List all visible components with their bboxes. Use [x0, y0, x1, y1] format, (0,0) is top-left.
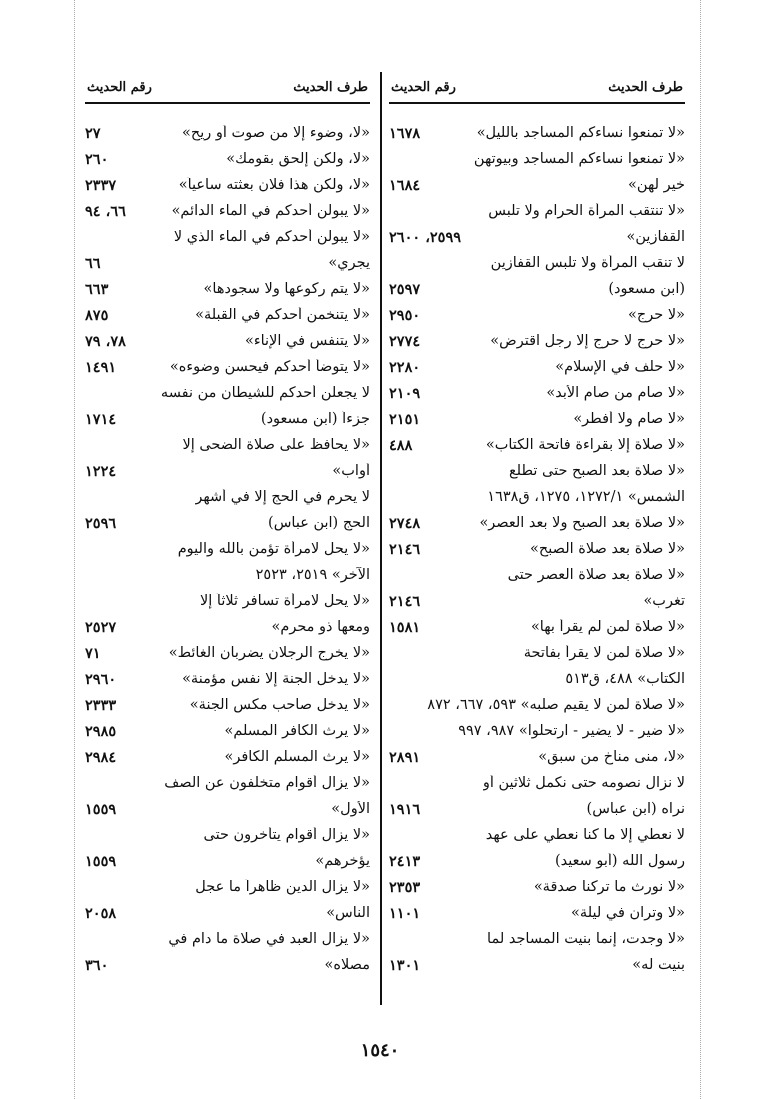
hadith-number: ١٧١٤	[85, 410, 117, 428]
hadith-number: ٢٩٥٠	[389, 306, 421, 324]
hadith-number: ١٥٥٩	[85, 800, 117, 818]
hadith-number: ١١٠١	[389, 904, 421, 922]
hadith-text: «لا وتران في ليلة»	[571, 905, 685, 921]
hadith-text: «لا يدخل الجنة إلا نفس مؤمنة»	[182, 671, 370, 687]
index-entry	[389, 432, 685, 458]
hadith-text: الشمس» ١٢٧٢/١، ١٢٧٥، ق١٦٣٨	[487, 489, 685, 505]
margin-line-left	[74, 0, 75, 1099]
hadith-number: ١٦٨٤	[389, 176, 421, 194]
hadith-text: «لا يزال أقوام متخلفون عن الصف	[164, 775, 370, 791]
hadith-text: «لا يحل لامرأة تؤمن بالله واليوم	[177, 541, 370, 557]
index-entry	[85, 354, 370, 380]
index-entry	[389, 276, 685, 302]
hadith-number: ٢٥٢٧	[85, 618, 117, 636]
hadith-text: «لا يخرج الرجلان يضربان الغائط»	[168, 645, 370, 661]
left-column-header	[85, 72, 370, 104]
hadith-text: «لا وجدت، إنما بنيت المساجد لما	[487, 931, 685, 947]
hadith-text: أواب»	[332, 463, 370, 479]
hadith-text: «لا يتم ركوعها ولا سجودها»	[203, 281, 370, 297]
index-entry	[85, 718, 370, 744]
hadith-text: القفازين»	[626, 229, 685, 245]
margin-line-right	[700, 0, 701, 1099]
hadith-number: ١٥٥٩	[85, 852, 117, 870]
hadith-text: «لا، منى مناخ من سبق»	[538, 749, 685, 765]
hadith-text: الأول»	[331, 801, 370, 817]
index-entry	[389, 250, 685, 276]
hadith-text: جزءاً (ابن مسعود)	[260, 411, 370, 427]
hadith-header: طرف الحديث	[608, 79, 683, 95]
hadith-number: ١٦٧٨	[389, 124, 421, 142]
index-entry	[389, 510, 685, 536]
hadith-text: «لا تمنعوا نساءكم المساجد وبيوتهن	[473, 151, 685, 167]
index-entry	[85, 666, 370, 692]
index-entry	[389, 718, 685, 744]
hadith-number: ٢٠٥٨	[85, 904, 117, 922]
index-entry	[85, 770, 370, 796]
index-entry	[389, 146, 685, 172]
right-column-header	[389, 72, 685, 104]
index-entry	[389, 562, 685, 588]
hadith-number: ٢٥٩٦	[85, 514, 117, 532]
index-entry	[85, 510, 370, 536]
hadith-text: «لا يزال الدين ظاهراً ما عجل	[195, 879, 370, 895]
index-entry	[85, 406, 370, 432]
index-entry	[389, 354, 685, 380]
hadith-text: «لا يرث المسلم الكافر»	[224, 749, 370, 765]
index-entry	[389, 172, 685, 198]
hadith-text: «لا حلف في الإسلام»	[555, 359, 685, 375]
index-entry	[85, 224, 370, 250]
column-divider	[380, 72, 382, 1005]
hadith-number: ٣٦٠	[85, 956, 109, 974]
hadith-text: يجري»	[328, 255, 370, 271]
hadith-number: ١٢٢٤	[85, 462, 117, 480]
index-entry	[85, 172, 370, 198]
hadith-text: رسول الله (أبو سعيد)	[554, 853, 685, 869]
index-entry	[389, 614, 685, 640]
index-entry	[85, 744, 370, 770]
hadith-text: «لا يدخل صاحب مكس الجنة»	[189, 697, 370, 713]
index-entry	[85, 926, 370, 952]
hadith-text: «لا يحل لامرأة تسافر ثلاثاً إلا	[200, 593, 370, 609]
hadith-text: «لا يتنخمن أحدكم في القبلة»	[195, 307, 370, 323]
index-entry	[389, 458, 685, 484]
hadith-text: «لا يرث الكافر المسلم»	[224, 723, 370, 739]
index-entry	[85, 198, 370, 224]
index-entry	[85, 796, 370, 822]
hadith-number: ٢٣٣٣	[85, 696, 117, 714]
hadith-number: ٢٥٩٧	[389, 280, 421, 298]
hadith-number: ٢٤١٣	[389, 852, 421, 870]
hadith-number: ٦٦، ٩٤	[85, 202, 126, 220]
hadith-text: (ابن مسعود)	[608, 281, 685, 297]
index-entry	[85, 874, 370, 900]
index-entry	[85, 588, 370, 614]
hadith-text: «لا، ولكن هذا فلان بعثته ساعياً»	[178, 177, 370, 193]
hadith-text: «لا، وضوء إلا من صوت أو ريح»	[182, 125, 370, 141]
index-entry	[389, 822, 685, 848]
number-header: رقم الحديث	[391, 79, 456, 95]
hadith-number: ٢٥٩٩، ٢٦٠٠	[389, 228, 462, 246]
hadith-text: «لا حرج»	[628, 307, 685, 323]
hadith-header: طرف الحديث	[293, 79, 368, 95]
hadith-text: بنيت له»	[632, 957, 685, 973]
index-entry	[389, 874, 685, 900]
hadith-number: ٢٧٧٤	[389, 332, 421, 350]
hadith-text: الناس»	[326, 905, 370, 921]
right-index-list	[389, 120, 685, 978]
index-entry	[389, 744, 685, 770]
hadith-text: «لا، ولكن إلحق بقومك»	[226, 151, 370, 167]
hadith-number: ٧٨، ٧٩	[85, 332, 126, 350]
index-entry	[85, 302, 370, 328]
index-entry	[389, 224, 685, 250]
index-entry	[85, 692, 370, 718]
hadith-text: «لا يزال أقوام يتأخرون حتى	[203, 827, 370, 843]
index-entry	[389, 484, 685, 510]
hadith-number: ٧١	[85, 644, 101, 662]
hadith-number: ٢١٤٦	[389, 540, 421, 558]
index-entry	[85, 640, 370, 666]
hadith-text: «لا صلاة بعد صلاة الصبح»	[530, 541, 685, 557]
index-entry	[389, 328, 685, 354]
right-column	[389, 72, 685, 978]
hadith-text: مصلاه»	[324, 957, 370, 973]
index-entry	[85, 380, 370, 406]
hadith-text: تغرب»	[643, 593, 685, 609]
hadith-text: «لا تنتقب المرأة الحرام ولا تلبس	[488, 203, 685, 219]
hadith-text: «لا حرج لا حرج إلا رجل اقترض»	[490, 333, 685, 349]
left-column	[85, 72, 370, 978]
hadith-number: ٢٣٣٧	[85, 176, 117, 194]
hadith-number: ٢١٠٩	[389, 384, 421, 402]
index-entry	[389, 406, 685, 432]
hadith-text: «لا صلاة بعد الصبح ولا بعد العصر»	[479, 515, 685, 531]
hadith-number: ٢٩٦٠	[85, 670, 117, 688]
hadith-text: الكتاب» ٤٨٨، ق٥١٣	[565, 671, 685, 687]
hadith-text: ومعها ذو محرم»	[271, 619, 370, 635]
hadith-number: ١٣٠١	[389, 956, 421, 974]
hadith-text: نراه (ابن عباس)	[586, 801, 685, 817]
index-entry	[85, 822, 370, 848]
index-entry	[85, 120, 370, 146]
index-entry	[389, 848, 685, 874]
hadith-number: ٢٧	[85, 124, 101, 142]
index-entry	[85, 952, 370, 978]
hadith-text: الحج (ابن عباس)	[268, 515, 370, 531]
hadith-text: «لا يتنفس في الإناء»	[244, 333, 370, 349]
hadith-text: لا يحرم في الحج إلا في أشهر	[195, 489, 370, 505]
index-entry	[389, 692, 685, 718]
hadith-text: خير لهن»	[628, 177, 685, 193]
hadith-text: لا نزال نصومه حتى نكمل ثلاثين أو	[482, 775, 685, 791]
hadith-number: ٢٩٨٥	[85, 722, 117, 740]
hadith-number: ٢٦٠	[85, 150, 109, 168]
page-number: ١٥٤٠	[360, 1040, 400, 1061]
hadith-number: ٢١٤٦	[389, 592, 421, 610]
index-entry	[85, 536, 370, 562]
hadith-number: ٢٩٨٤	[85, 748, 117, 766]
hadith-text: لا تنقب المرأة ولا تلبس القفازين	[490, 255, 685, 271]
hadith-text: «لا صلاة بعد الصبح حتى تطلع	[508, 463, 685, 479]
index-entry	[389, 198, 685, 224]
index-entry	[85, 432, 370, 458]
index-entry	[85, 276, 370, 302]
hadith-text: «لا صام من صام الأبد»	[546, 385, 685, 401]
hadith-text: «لا ضير - لا يضير - ارتحلوا» ٩٨٧، ٩٩٧	[458, 723, 685, 739]
index-entry	[389, 900, 685, 926]
hadith-number: ٢١٥١	[389, 410, 421, 428]
hadith-text: «لا يزال العبد في صلاة ما دام في	[168, 931, 370, 947]
index-entry	[389, 588, 685, 614]
hadith-text: «لا صام ولا أفطر»	[573, 411, 685, 427]
index-entry	[85, 614, 370, 640]
hadith-number: ٢٨٩١	[389, 748, 421, 766]
hadith-text: «لا يتوضأ أحدكم فيحسن وضوءه»	[169, 359, 370, 375]
hadith-number: ٢٢٨٠	[389, 358, 421, 376]
hadith-number: ٢٣٥٣	[389, 878, 421, 896]
index-entry	[85, 458, 370, 484]
hadith-text: «لا يبولن أحدكم في الماء الدائم»	[171, 203, 370, 219]
index-entry	[389, 536, 685, 562]
index-entry	[389, 796, 685, 822]
index-entry	[85, 848, 370, 874]
hadith-text: يؤخرهم»	[315, 853, 370, 869]
index-entry	[389, 770, 685, 796]
index-entry	[389, 952, 685, 978]
index-entry	[85, 484, 370, 510]
hadith-text: «لا صلاة لمن لم يقرأ بها»	[530, 619, 685, 635]
hadith-text: «لا صلاة إلا بقراءة فاتحة الكتاب»	[485, 437, 685, 453]
hadith-number: ٦٦٣	[85, 280, 109, 298]
hadith-number: ٨٧٥	[85, 306, 109, 324]
hadith-text: «لا يحافظ على صلاة الضحى إلا	[182, 437, 370, 453]
index-entry	[85, 250, 370, 276]
hadith-number: ٢٧٤٨	[389, 514, 421, 532]
index-entry	[85, 900, 370, 926]
index-entry	[389, 666, 685, 692]
index-entry	[389, 380, 685, 406]
hadith-text: لا يجعلن أحدكم للشيطان من نفسه	[160, 385, 370, 401]
hadith-number: ٤٨٨	[389, 436, 413, 454]
hadith-text: «لا صلاة بعد صلاة العصر حتى	[507, 567, 685, 583]
hadith-number: ١٤٩١	[85, 358, 117, 376]
index-entry	[389, 926, 685, 952]
hadith-text: «لا تمنعوا نساءكم المساجد بالليل»	[476, 125, 685, 141]
index-entry	[85, 146, 370, 172]
index-entry	[389, 302, 685, 328]
index-entry	[85, 562, 370, 588]
hadith-number: ١٩١٦	[389, 800, 421, 818]
hadith-number: ٦٦	[85, 254, 101, 272]
hadith-text: «لا صلاة لمن لا يقرأ بفاتحة	[523, 645, 685, 661]
hadith-number: ١٥٨١	[389, 618, 421, 636]
hadith-text: «لا صلاة لمن لا يقيم صلبه» ٥٩٣، ٦٦٧، ٨٧٢	[427, 697, 685, 713]
hadith-text: الآخر» ٢٥١٩، ٢٥٢٣	[255, 567, 370, 583]
left-index-list	[85, 120, 370, 978]
number-header: رقم الحديث	[87, 79, 152, 95]
hadith-text: «لا يبولن أحدكم في الماء الذي لا	[173, 229, 370, 245]
hadith-text: لا نعطي إلا ما كنا نعطي على عهد	[485, 827, 685, 843]
index-entry	[389, 120, 685, 146]
index-entry	[389, 640, 685, 666]
hadith-text: «لا نورث ما تركنا صدقة»	[533, 879, 685, 895]
index-entry	[85, 328, 370, 354]
